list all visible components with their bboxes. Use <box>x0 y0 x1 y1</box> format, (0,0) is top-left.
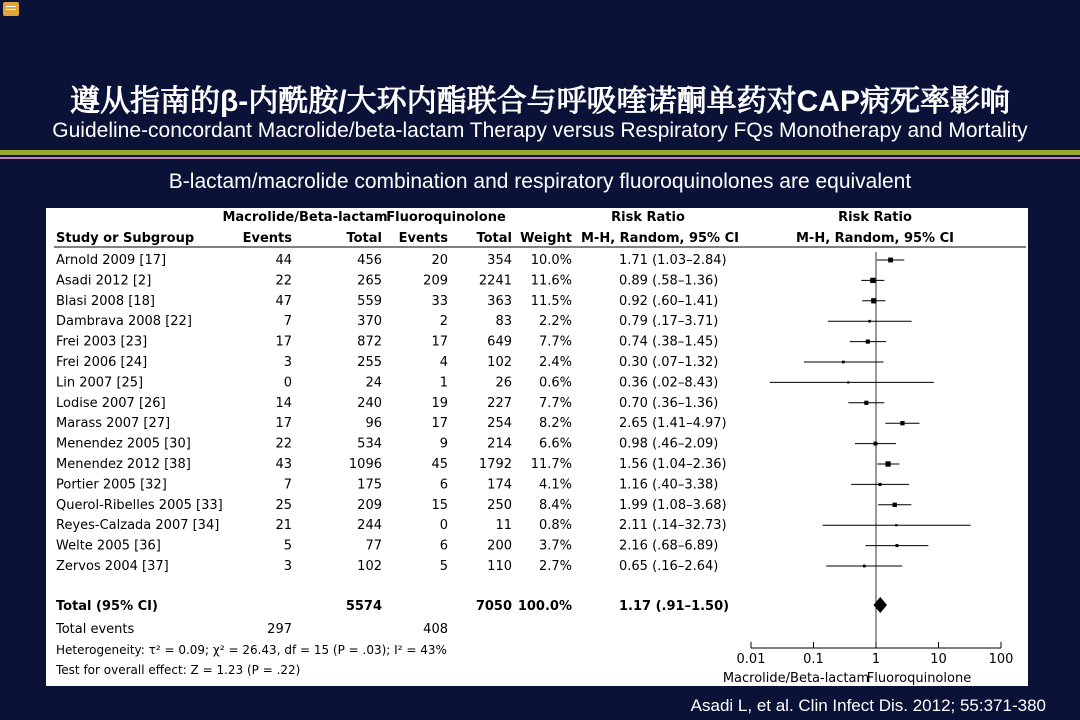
events2-cell: 6 <box>439 538 448 554</box>
events2-cell: 6 <box>439 477 448 493</box>
study-label: Reyes-Calzada 2007 [34] <box>56 518 220 534</box>
events2-cell: 5 <box>439 559 448 574</box>
pooled-diamond <box>873 597 887 613</box>
header-events2: Events <box>398 231 448 246</box>
total2-cell: 2241 <box>478 273 512 289</box>
total1-cell: 265 <box>357 273 382 289</box>
ci-cell: 1.56 (1.04–2.36) <box>619 457 727 472</box>
weight-cell: 7.7% <box>538 395 572 411</box>
header-method: M-H, Random, 95% CI <box>581 231 739 246</box>
total-label: Total (95% CI) <box>56 599 158 614</box>
total1-cell: 209 <box>357 497 382 513</box>
x-axis-tick-label: 0.01 <box>736 652 766 667</box>
effect-marker <box>885 461 890 466</box>
slide-subtitle: B-lactam/macrolide combination and respiratory fluoroquinolones are equivalent <box>168 170 912 193</box>
header-total1: Total <box>346 231 382 246</box>
total1-cell: 96 <box>365 416 382 432</box>
total-events-label: Total events <box>56 622 135 637</box>
weight-cell: 4.1% <box>538 477 572 493</box>
events1-cell: 7 <box>283 477 292 493</box>
study-label: Blasi 2008 [18] <box>56 293 155 309</box>
ci-cell: 2.65 (1.41–4.97) <box>619 416 727 432</box>
total1-cell: 255 <box>357 355 382 370</box>
notes-icon[interactable] <box>3 2 19 16</box>
study-label: Welte 2005 [36] <box>56 538 161 554</box>
total-events2: 408 <box>423 622 448 637</box>
total2-cell: 354 <box>487 253 512 268</box>
header-group2: Fluoroquinolone <box>386 210 506 225</box>
events2-cell: 0 <box>439 518 448 534</box>
ci-cell: 0.79 (.17–3.71) <box>619 314 719 330</box>
total1-cell: 370 <box>357 314 382 330</box>
effect-marker <box>870 278 875 283</box>
events2-cell: 17 <box>431 416 448 432</box>
total2-cell: 110 <box>487 559 512 574</box>
study-label: Lin 2007 [25] <box>56 375 144 391</box>
ci-cell: 2.11 (.14–32.73) <box>619 518 727 534</box>
effect-marker <box>895 524 897 526</box>
total2-cell: 250 <box>487 497 512 513</box>
effect-marker <box>842 361 845 364</box>
total2-cell: 363 <box>487 293 512 309</box>
effect-marker <box>893 503 897 507</box>
total-ci: 1.17 (.91–1.50) <box>619 599 730 614</box>
divider-pink <box>0 157 1080 159</box>
x-axis-tick-label: 10 <box>930 652 947 667</box>
total2-cell: 26 <box>495 375 512 391</box>
ci-cell: 0.30 (.07–1.32) <box>619 355 719 370</box>
effect-marker <box>878 483 881 486</box>
slide-title-english: Guideline-concordant Macrolide/beta-lactam Therapy versus Respiratory FQs Monotherapy and Mortality <box>52 119 1028 142</box>
slide-title-chinese: 遵从指南的β-内酰胺/大环内酯联合与呼吸喹诺酮单药对CAP病死率影响 <box>70 85 1010 118</box>
study-label: Querol-Ribelles 2005 [33] <box>56 497 223 513</box>
study-label: Zervos 2004 [37] <box>56 559 169 574</box>
total2-cell: 649 <box>487 334 512 350</box>
total-events1: 297 <box>267 622 292 637</box>
events1-cell: 7 <box>283 314 292 330</box>
header-events1: Events <box>242 231 292 246</box>
effect-marker <box>868 320 871 323</box>
header-method-plot: M-H, Random, 95% CI <box>796 231 954 246</box>
events1-cell: 43 <box>275 457 292 472</box>
effect-marker <box>900 421 904 425</box>
x-axis-tick-label: 100 <box>988 652 1014 667</box>
events1-cell: 0 <box>283 375 292 391</box>
total1-cell: 1096 <box>348 457 382 472</box>
effect-marker <box>874 442 878 446</box>
effect-marker <box>895 544 898 547</box>
forest-plot <box>46 208 1028 686</box>
x-axis-tick-label: 0.1 <box>803 652 824 667</box>
header-total2: Total <box>476 231 512 246</box>
ci-cell: 0.70 (.36–1.36) <box>619 395 719 411</box>
study-label: Arnold 2009 [17] <box>56 253 167 268</box>
events2-cell: 17 <box>431 334 448 350</box>
weight-cell: 8.2% <box>538 416 572 432</box>
events1-cell: 47 <box>275 293 292 309</box>
study-label: Menendez 2005 [30] <box>56 436 191 452</box>
total1-cell: 534 <box>357 436 382 452</box>
ci-cell: 0.98 (.46–2.09) <box>619 436 719 452</box>
ci-cell: 1.16 (.40–3.38) <box>619 477 719 493</box>
effect-marker <box>864 401 868 405</box>
weight-cell: 10.0% <box>530 253 572 268</box>
ci-cell: 1.71 (1.03–2.84) <box>619 253 727 268</box>
study-label: Menendez 2012 [38] <box>56 457 191 472</box>
header-risk-ratio-plot: Risk Ratio <box>838 210 912 225</box>
effect-marker <box>847 381 849 383</box>
events1-cell: 14 <box>275 395 292 411</box>
total2-cell: 1792 <box>478 457 512 472</box>
ci-cell: 0.65 (.16–2.64) <box>619 559 719 574</box>
study-label: Lodise 2007 [26] <box>56 395 166 411</box>
study-label: Dambrava 2008 [22] <box>56 314 192 330</box>
events2-cell: 209 <box>423 273 448 289</box>
ci-cell: 1.99 (1.08–3.68) <box>619 497 727 513</box>
events1-cell: 5 <box>283 538 292 554</box>
study-label: Asadi 2012 [2] <box>56 273 152 289</box>
events2-cell: 1 <box>439 375 448 391</box>
events2-cell: 19 <box>431 395 448 411</box>
total2-cell: 200 <box>487 538 512 554</box>
events2-cell: 4 <box>439 355 448 370</box>
events2-cell: 15 <box>431 497 448 513</box>
events2-cell: 9 <box>439 436 448 452</box>
ci-cell: 0.36 (.02–8.43) <box>619 375 719 391</box>
events1-cell: 17 <box>275 416 292 432</box>
divider-green <box>0 150 1080 155</box>
total1-cell: 456 <box>357 253 382 268</box>
ci-cell: 0.92 (.60–1.41) <box>619 293 719 309</box>
events1-cell: 22 <box>275 273 292 289</box>
total1-cell: 872 <box>357 334 382 350</box>
header-risk-ratio: Risk Ratio <box>611 210 685 225</box>
weight-cell: 6.6% <box>538 436 572 452</box>
total2-cell: 102 <box>487 355 512 370</box>
ci-cell: 0.74 (.38–1.45) <box>619 334 719 350</box>
x-axis-tick-label: 1 <box>871 652 881 667</box>
study-label: Frei 2006 [24] <box>56 355 148 370</box>
weight-cell: 2.4% <box>538 355 572 370</box>
effect-marker <box>888 258 893 263</box>
total-total2: 7050 <box>475 599 512 614</box>
favours-right-label: Fluoroquinolone <box>866 671 972 686</box>
weight-cell: 3.7% <box>538 538 572 554</box>
events1-cell: 3 <box>283 559 292 574</box>
total1-cell: 24 <box>365 375 382 391</box>
effect-marker <box>866 340 870 344</box>
total1-cell: 244 <box>357 518 382 534</box>
ci-cell: 2.16 (.68–6.89) <box>619 538 719 554</box>
overall-effect-text: Test for overall effect: Z = 1.23 (P = .22) <box>56 663 301 677</box>
weight-cell: 0.8% <box>538 518 572 534</box>
header-study: Study or Subgroup <box>56 231 195 246</box>
total2-cell: 83 <box>495 314 512 330</box>
total2-cell: 11 <box>495 518 512 534</box>
total2-cell: 214 <box>487 436 512 452</box>
events1-cell: 17 <box>275 334 292 350</box>
total2-cell: 227 <box>487 395 512 411</box>
heterogeneity-text: Heterogeneity: τ² = 0.09; χ² = 26.43, df = 15 (P = .03); I² = 43% <box>56 643 447 657</box>
events1-cell: 25 <box>275 497 292 513</box>
weight-cell: 2.2% <box>538 314 572 330</box>
events2-cell: 20 <box>431 253 448 268</box>
ci-cell: 0.89 (.58–1.36) <box>619 273 719 289</box>
citation: Asadi L, et al. Clin Infect Dis. 2012; 55:371-380 <box>690 696 1046 715</box>
events1-cell: 21 <box>275 518 292 534</box>
forest-plot-panel <box>46 208 1028 686</box>
total1-cell: 77 <box>365 538 382 554</box>
header-weight: Weight <box>520 231 572 246</box>
weight-cell: 8.4% <box>538 497 572 513</box>
weight-cell: 7.7% <box>538 334 572 350</box>
total1-cell: 175 <box>357 477 382 493</box>
events2-cell: 33 <box>431 293 448 309</box>
total1-cell: 240 <box>357 395 382 411</box>
study-label: Portier 2005 [32] <box>56 477 167 493</box>
header-group1: Macrolide/Beta-lactam <box>222 210 388 225</box>
weight-cell: 2.7% <box>538 559 572 574</box>
total2-cell: 254 <box>487 416 512 432</box>
events1-cell: 44 <box>275 253 292 268</box>
effect-marker <box>863 565 866 568</box>
study-label: Frei 2003 [23] <box>56 334 148 350</box>
study-label: Marass 2007 [27] <box>56 416 171 432</box>
events1-cell: 3 <box>283 355 292 370</box>
events1-cell: 22 <box>275 436 292 452</box>
weight-cell: 11.5% <box>530 293 572 309</box>
favours-left-label: Macrolide/Beta-lactam <box>722 671 870 686</box>
events2-cell: 2 <box>439 314 448 330</box>
total1-cell: 559 <box>357 293 382 309</box>
weight-cell: 0.6% <box>538 375 572 391</box>
total2-cell: 174 <box>487 477 512 493</box>
total-total1: 5574 <box>345 599 382 614</box>
total1-cell: 102 <box>357 559 382 574</box>
weight-cell: 11.7% <box>530 457 572 472</box>
events2-cell: 45 <box>431 457 448 472</box>
effect-marker <box>871 298 876 303</box>
total-weight: 100.0% <box>517 599 572 614</box>
weight-cell: 11.6% <box>530 273 572 289</box>
